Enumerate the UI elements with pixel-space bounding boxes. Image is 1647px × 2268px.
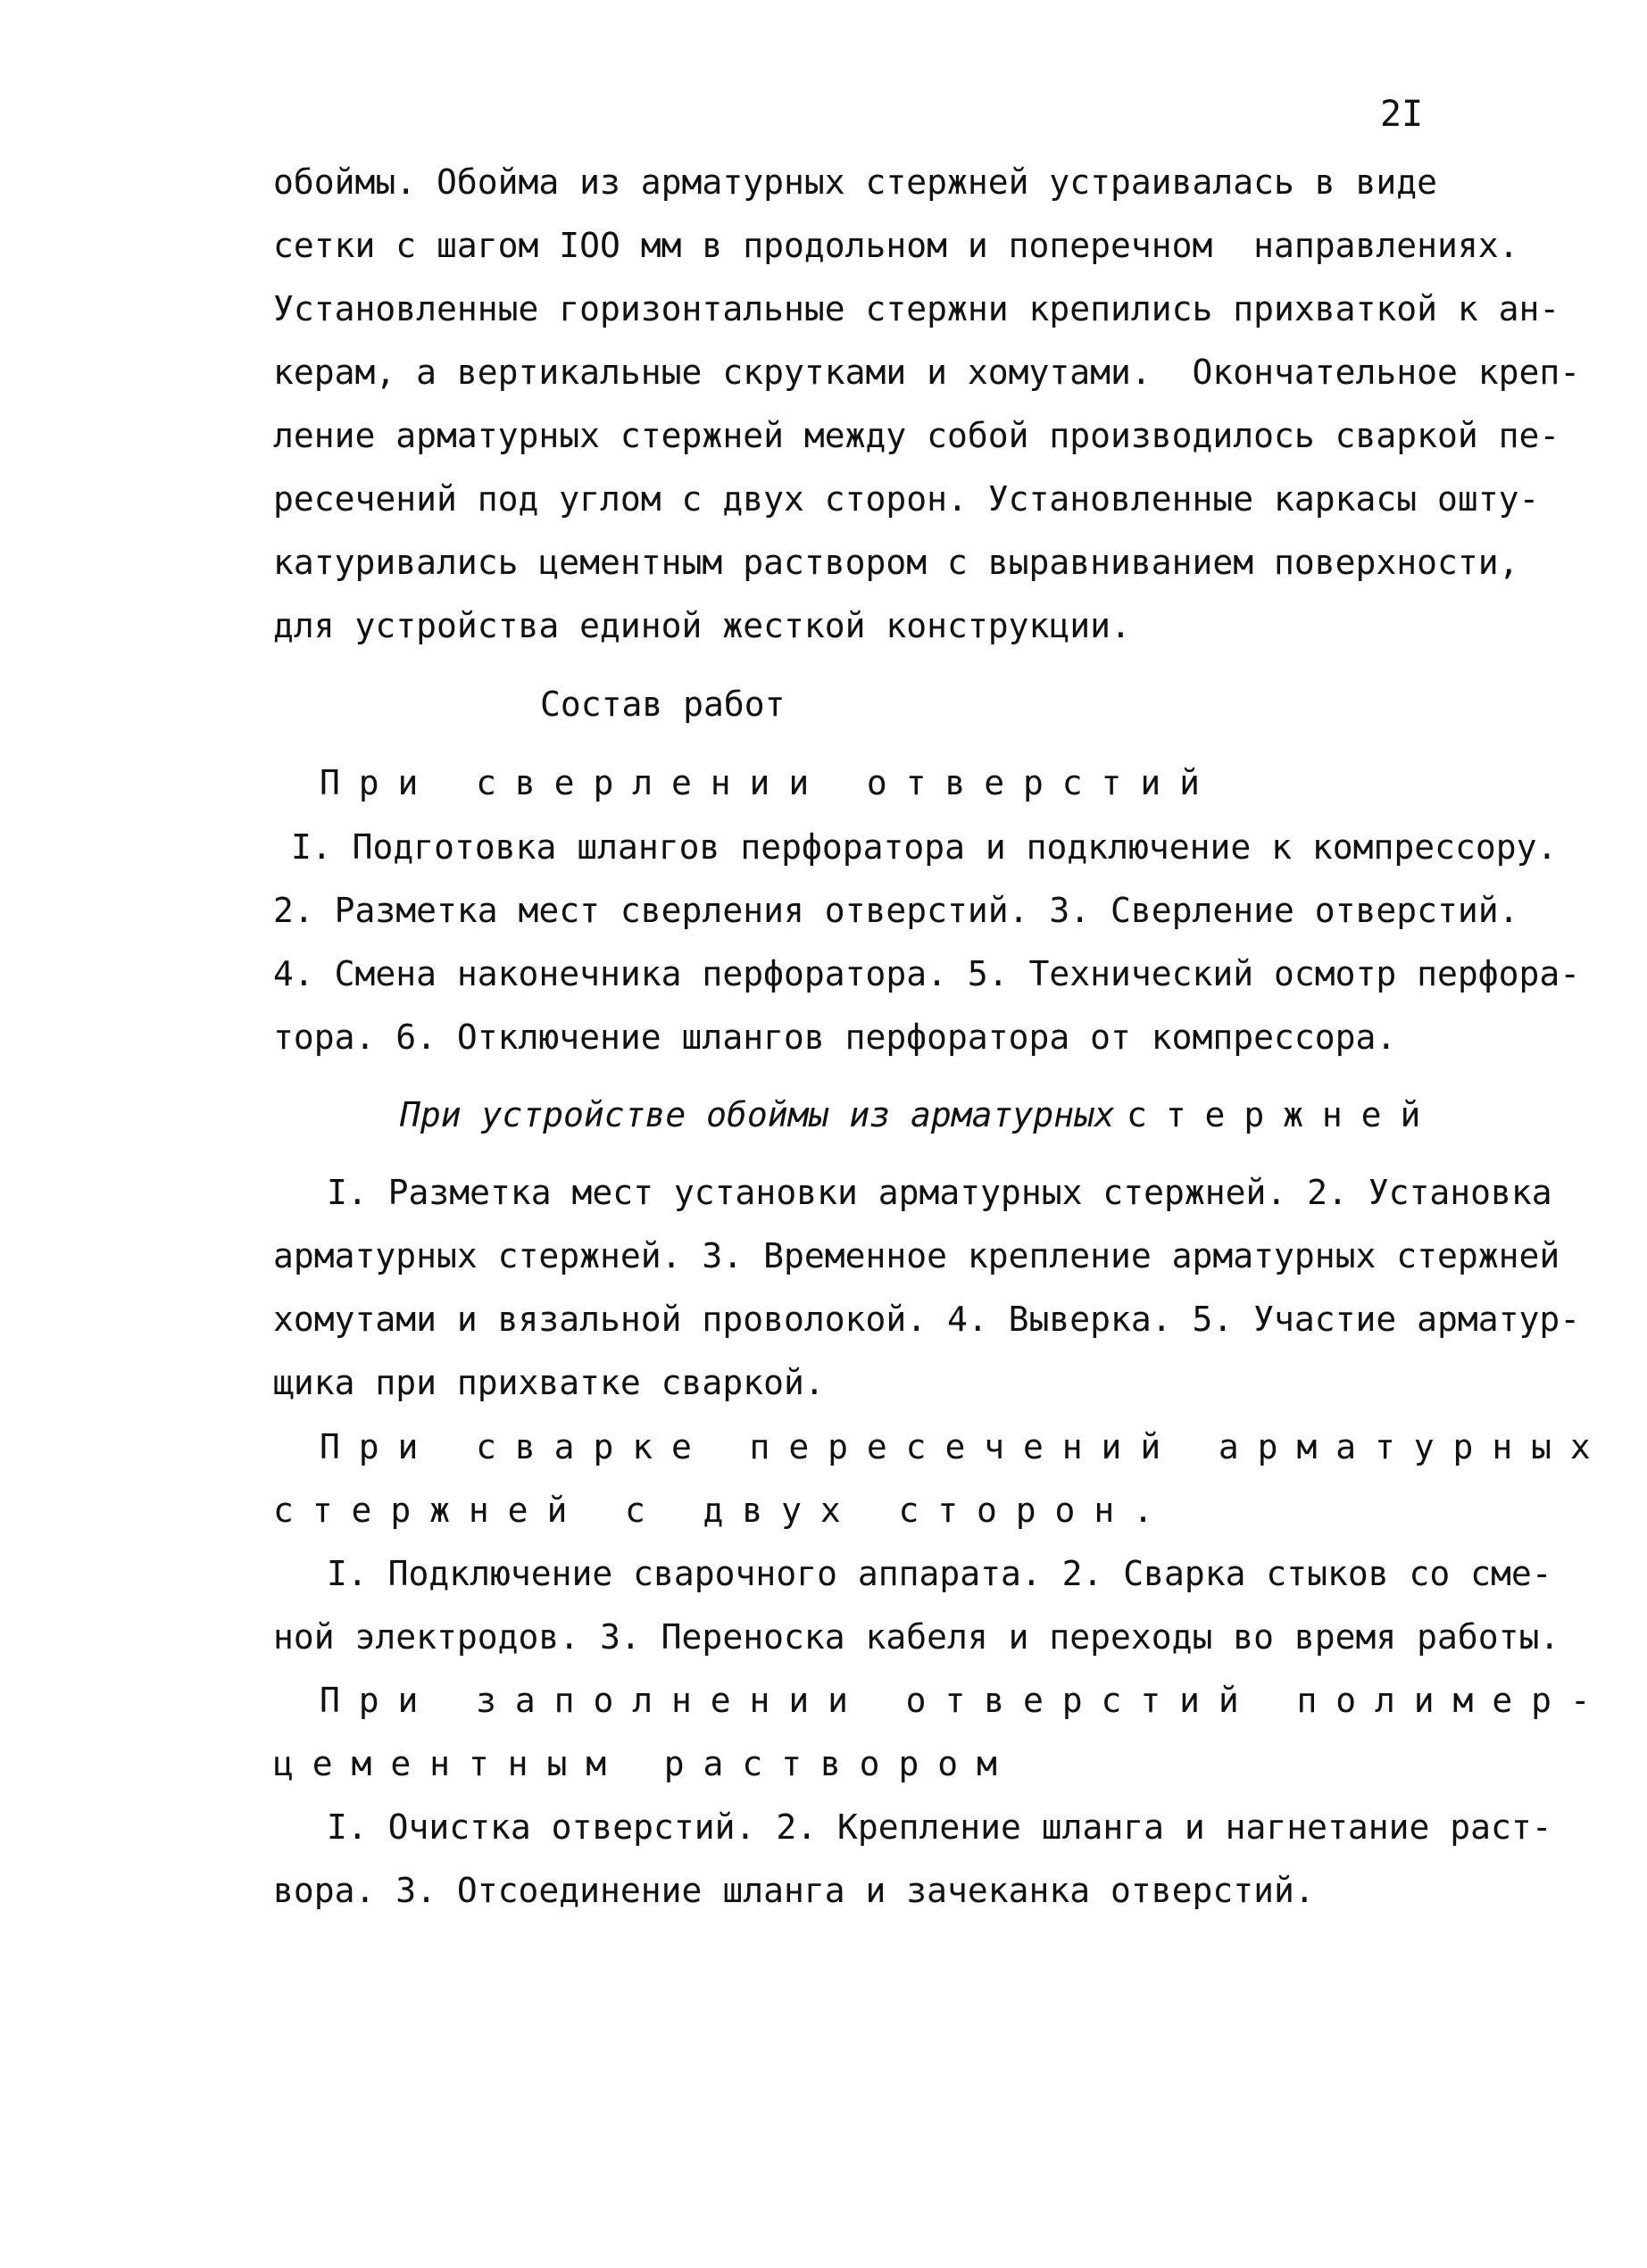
welding-line: ной электродов. 3. Переноска кабеля и переходы во время работы. (273, 1617, 1560, 1657)
filling-heading-line2: цементным раствором (273, 1744, 1016, 1783)
intro-line: для устройства единой жесткой конструкции. (273, 606, 1131, 645)
cage-heading-part2: стержней (1127, 1095, 1440, 1134)
cage-line: щика при прихватке сваркой. (273, 1363, 825, 1402)
intro-line: ление арматурных стержней между собой производилось сваркой пе- (273, 416, 1560, 455)
cage-line: I. Разметка мест установки арматурных стержней. 2. Установка (327, 1173, 1552, 1212)
cage-line: арматурных стержней. 3. Временное крепление арматурных стержней (273, 1236, 1560, 1275)
welding-line: I. Подключение сварочного аппарата. 2. Сварка стыков со сме- (327, 1554, 1552, 1593)
intro-line: обоймы. Обойма из арматурных стержней устраивалась в виде (273, 162, 1438, 202)
intro-line: керам, а вертикальные скрутками и хомутами. Окончательное креп- (273, 353, 1581, 392)
welding-heading-line2: стержней с двух сторон. (273, 1491, 1172, 1530)
section-title: Состав работ (540, 685, 786, 724)
page-number: 2I (1380, 94, 1424, 135)
drilling-line: 4. Смена наконечника перфоратора. 5. Технический осмотр перфора- (273, 954, 1581, 993)
welding-heading-line1: При сварке пересечений арматурных (320, 1427, 1610, 1466)
filling-line: I. Очистка отверстий. 2. Крепление шланга и нагнетание раст- (327, 1807, 1552, 1847)
intro-line: катуривались цементным раствором с выравниванием поверхности, (273, 543, 1519, 582)
filling-heading-line1: При заполнении отверстий полимер- (320, 1681, 1610, 1720)
intro-line: Установленные горизонтальные стержни крепились прихваткой к ан- (273, 289, 1560, 328)
intro-line: сетки с шагом IOO мм в продольном и поперечном направлениях. (273, 226, 1519, 265)
filling-line: вора. 3. Отсоединение шланга и зачеканка отверстий. (273, 1871, 1315, 1910)
cage-line: хомутами и вязальной проволокой. 4. Выверка. 5. Участие арматур- (273, 1300, 1581, 1339)
drilling-line: I. Подготовка шлангов перфоратора и подключение к компрессору. (291, 827, 1558, 867)
drilling-line: 2. Разметка мест сверления отверстий. 3. Сверление отверстий. (273, 891, 1519, 930)
intro-line: ресечений под углом с двух сторон. Установленные каркасы оштy- (273, 479, 1540, 519)
cage-heading-part1: При устройстве обоймы из арматурных (400, 1095, 1115, 1134)
drilling-heading: При сверлении отверстий (320, 763, 1219, 802)
drilling-line: тора. 6. Отключение шлангов перфоратора от компрессора. (273, 1018, 1397, 1057)
